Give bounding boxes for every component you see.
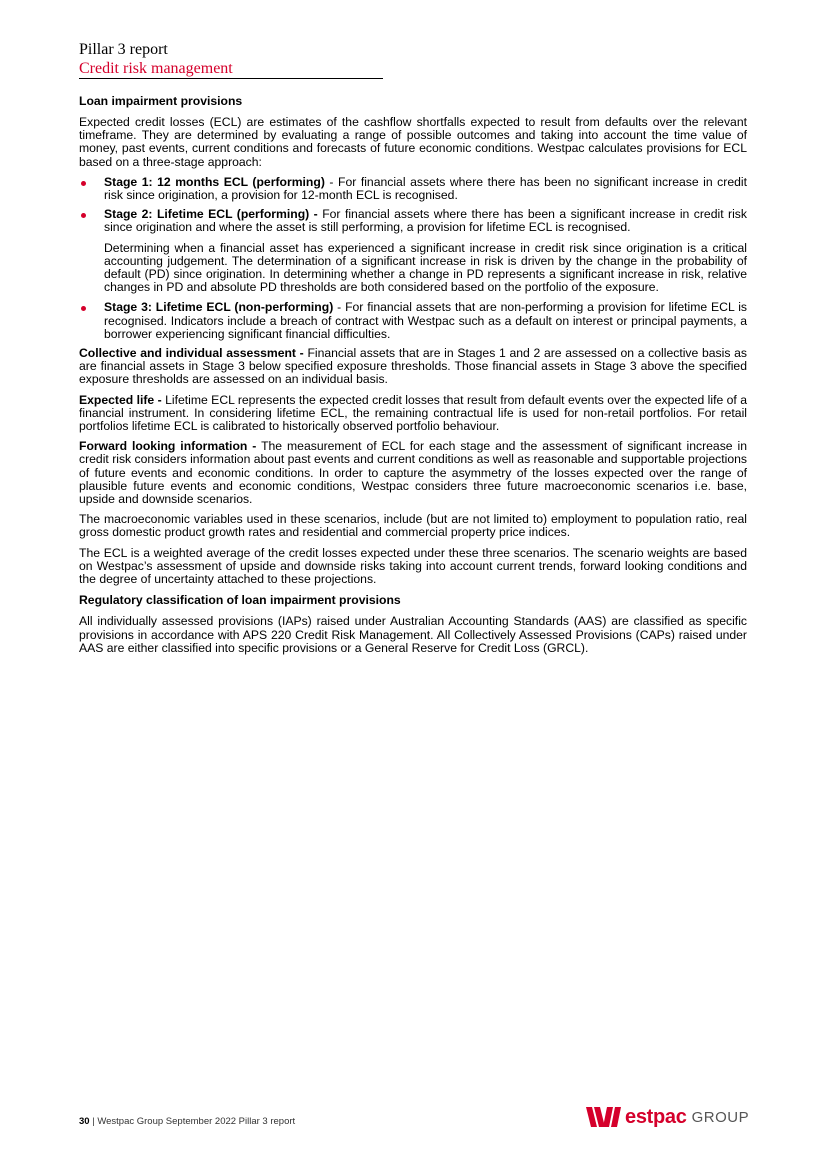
footer-text: Westpac Group September 2022 Pillar 3 report — [97, 1116, 296, 1127]
macroeconomic-paragraph: The macroeconomic variables used in these scenarios, include (but are not limited to) employment to population ratio, real gross domestic product growth rates and residential and commercial property price indices. — [79, 512, 747, 540]
collective-assessment-paragraph — [79, 347, 747, 387]
page-header — [79, 40, 383, 79]
westpac-w-logo-icon — [586, 1107, 624, 1127]
bullet-icon — [81, 306, 86, 311]
logo-brand-text: estpac — [625, 1105, 687, 1128]
stage-2-label: Stage 2: Lifetime ECL (performing) - — [104, 207, 318, 222]
section-title: Credit risk management — [79, 60, 233, 77]
page-content — [79, 94, 747, 662]
bullet-icon — [81, 213, 86, 218]
header-divider — [79, 78, 383, 79]
stage-list — [79, 176, 747, 341]
logo-group-text: GROUP — [691, 1108, 750, 1126]
westpac-group-logo — [586, 1105, 749, 1129]
regulatory-classification-heading: Regulatory classification of loan impairment provisions — [79, 593, 401, 608]
list-item-stage-1 — [79, 176, 747, 202]
forward-looking-text: The measurement of ECL for each stage and the assessment of significant increase in credit risk considers information about past events and current conditions as well as reasonable and supportable projections of future events and economic conditions. In order to capture the asymmetry of the losses expected over the range of plausible future events and economic conditions, Westpac considers three future macroeconomic scenarios i.e. base, upside and downside scenarios. — [79, 439, 748, 507]
loan-impairment-heading: Loan impairment provisions — [79, 94, 243, 108]
page-footer — [79, 1116, 295, 1127]
list-item-stage-2 — [79, 208, 747, 294]
forward-looking-label: Forward looking information - — [79, 439, 257, 454]
stage-3-text: - For financial assets that are non-performing a provision for lifetime ECL is recognised. Indicators include a breach of contract with Westpac such as a default on interest or principal payments, a borrower experiencing significant financial difficulties. — [104, 300, 747, 341]
weighted-average-paragraph: The ECL is a weighted average of the credit losses expected under these three scenarios. The scenario weights are based on Westpac’s assessment of upside and downside risks taking into account current trends, forward looking conditions and the degree of uncertainty attached to these projections. — [79, 545, 747, 587]
expected-life-text: Lifetime ECL represents the expected credit losses that result from default events over the expected life of a financial instrument. In considering lifetime ECL, the remaining contractual life is used for non-retail portfolios. For retail portfolios lifetime ECL is calibrated to historically observed portfolio behaviour. — [79, 392, 747, 434]
collective-assessment-label: Collective and individual assessment - — [79, 346, 304, 361]
report-title: Pillar 3 report — [79, 41, 168, 58]
list-item-stage-3 — [79, 301, 747, 341]
regulatory-classification-paragraph: All individually assessed provisions (IAPs) raised under Australian Accounting Standards (AAS) are classified as specific provisions in accordance with APS 220 Credit Risk Management. All Collectively Assessed Provisions (CAPs) raised under AAS are either classified into specific provisions or a General Reserve for Credit Loss (GRCL). — [79, 614, 747, 655]
footer-separator: | — [89, 1116, 98, 1127]
stage-1-label: Stage 1: 12 months ECL (performing) — [104, 174, 325, 189]
expected-life-paragraph — [79, 394, 747, 434]
ecl-intro-paragraph: Expected credit losses (ECL) are estimates of the cashflow shortfalls expected to result from defaults over the relevant timeframe. They are determined by evaluating a range of possible outcomes and taking into account the time value of money, past events, current conditions and forecasts of future economic conditions. Westpac calculates provisions for ECL based on a three-stage approach: — [79, 115, 747, 169]
stage-2-extra-paragraph: Determining when a financial asset has experienced a significant increase in credit risk since origination is a critical accounting judgement. The determination of a significant increase in risk is driven by the change in the probability of default (PD) since origination. In determining whether a change in PD represents a significant increase in risk, relative changes in PD and absolute PD thresholds are both considered based on the portfolio of the exposure. — [104, 240, 747, 295]
stage-1-text: - For financial assets where there has been no significant increase in credit risk since origination, a provision for 12-month ECL is recognised. — [104, 174, 747, 203]
page-number: 30 — [79, 1116, 90, 1127]
stage-3-label: Stage 3: Lifetime ECL (non-performing) — [104, 300, 334, 315]
collective-assessment-text: Financial assets that are in Stages 1 and 2 are assessed on a collective basis as are financial assets in Stage 3 below specified exposure thresholds. Those financial assets in Stage 3 above the specified exposure thresholds are assessed on an individual basis. — [79, 346, 747, 387]
forward-looking-paragraph — [79, 440, 747, 506]
expected-life-label: Expected life - — [79, 392, 162, 407]
stage-2-text: For financial assets where there has been a significant increase in credit risk since origination and where the asset is still performing, a provision for lifetime ECL is recognised. — [104, 207, 747, 235]
bullet-icon — [81, 181, 86, 186]
